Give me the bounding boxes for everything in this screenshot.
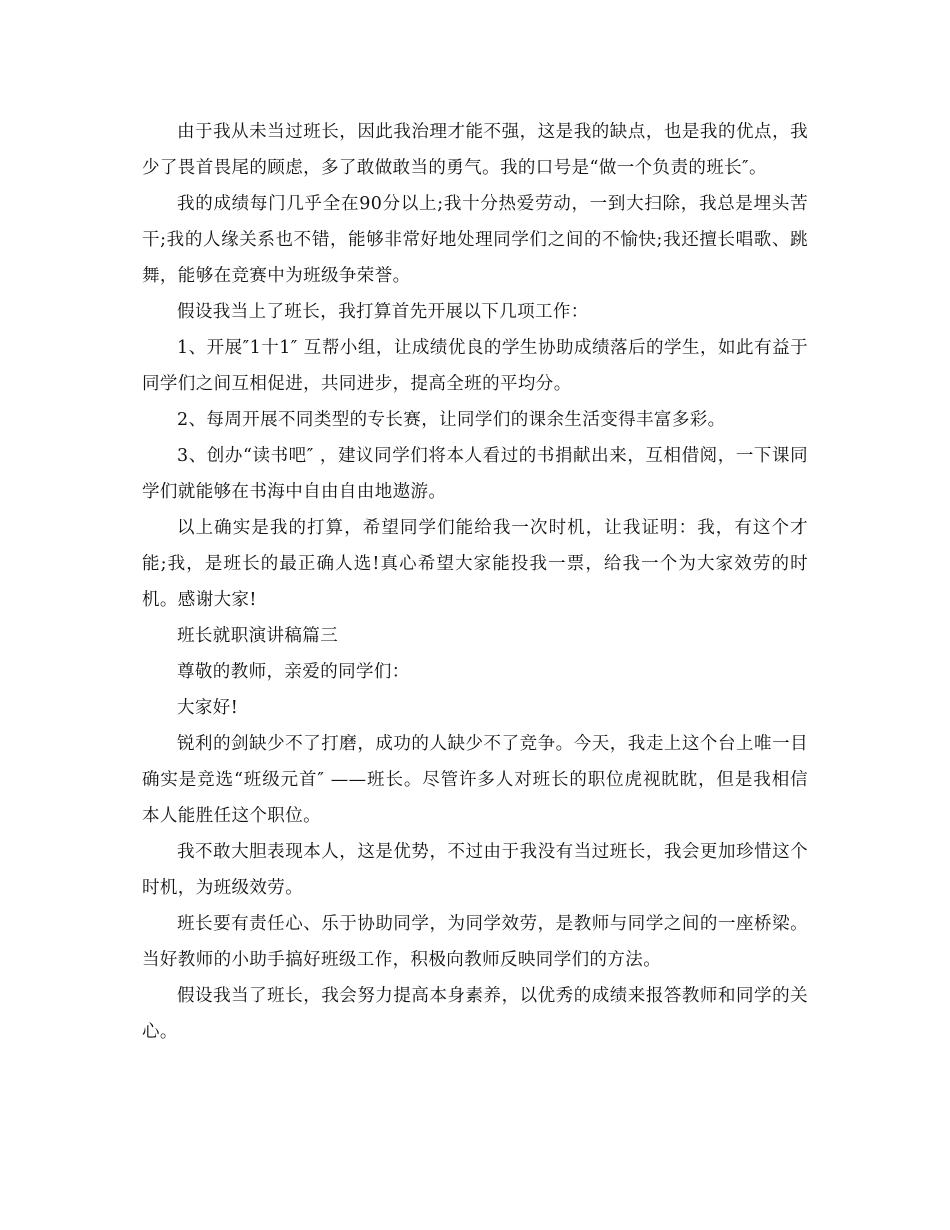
paragraph-salutation: 尊敬的教师，亲爱的同学们：: [177, 662, 410, 682]
paragraph-plan-item-3: 3、创办“读书吧″ ，建议同学们将本人看过的书捐献出来，互相借阅，一下课同学们就能够在书海中自由自由地遨游。: [142, 446, 808, 502]
paragraph-grades-skills: 我的成绩每门几乎全在90分以上;我十分热爱劳动，一到大扫除，我总是埋头苦干;我的人缘关系也不错，能够非常好地处理同学们之间的不愉快;我还擅长唱歌、跳舞，能够在竞赛中为班级争荣誉。: [142, 194, 808, 286]
paragraph-plan-item-2: 2、每周开展不同类型的专长赛，让同学们的课余生活变得丰富多彩。: [177, 410, 726, 430]
paragraph-closing: 以上确实是我的打算，希望同学们能给我一次时机，让我证明：我，有这个才能;我，是班长的最正确人选!真心希望大家能投我一票，给我一个为大家效劳的时机。感谢大家!: [142, 518, 808, 610]
section-heading: 班长就职演讲稿篇三: [177, 626, 339, 646]
paragraph-weakness-strength: 由于我从未当过班长，因此我治理才能不强，这是我的缺点，也是我的优点，我少了畏首畏尾的顾虑，多了敢做敢当的勇气。我的口号是“做一个负责的班长″。: [142, 122, 808, 178]
paragraph-improve-self: 假设我当了班长，我会努力提高本身素养，以优秀的成绩来报答教师和同学的关心。: [142, 986, 808, 1042]
paragraph-plan-intro: 假设我当上了班长，我打算首先开展以下几项工作：: [177, 302, 589, 322]
paragraph-plan-item-1: 1、开展″1十1″ 互帮小组，让成绩优良的学生协助成绩落后的学生，如此有益于同学们之间互相促进，共同进步，提高全班的平均分。: [142, 338, 808, 394]
paragraph-cherish-chance: 我不敢大胆表现本人，这是优势，不过由于我没有当过班长，我会更加珍惜这个时机，为班级效劳。: [142, 842, 808, 898]
paragraph-greeting: 大家好!: [177, 698, 239, 718]
paragraph-competition: 锐利的剑缺少不了打磨，成功的人缺少不了竞争。今天，我走上这个台上唯一目确实是竞选“班级元首″ ——班长。尽管许多人对班长的职位虎视眈眈，但是我相信本人能胜任这个职位。: [142, 734, 808, 826]
document-body: [142, 114, 808, 1050]
paragraph-responsibility: 班长要有责任心、乐于协助同学，为同学效劳，是教师与同学之间的一座桥梁。当好教师的小助手搞好班级工作，积极向教师反映同学们的方法。: [142, 914, 808, 970]
